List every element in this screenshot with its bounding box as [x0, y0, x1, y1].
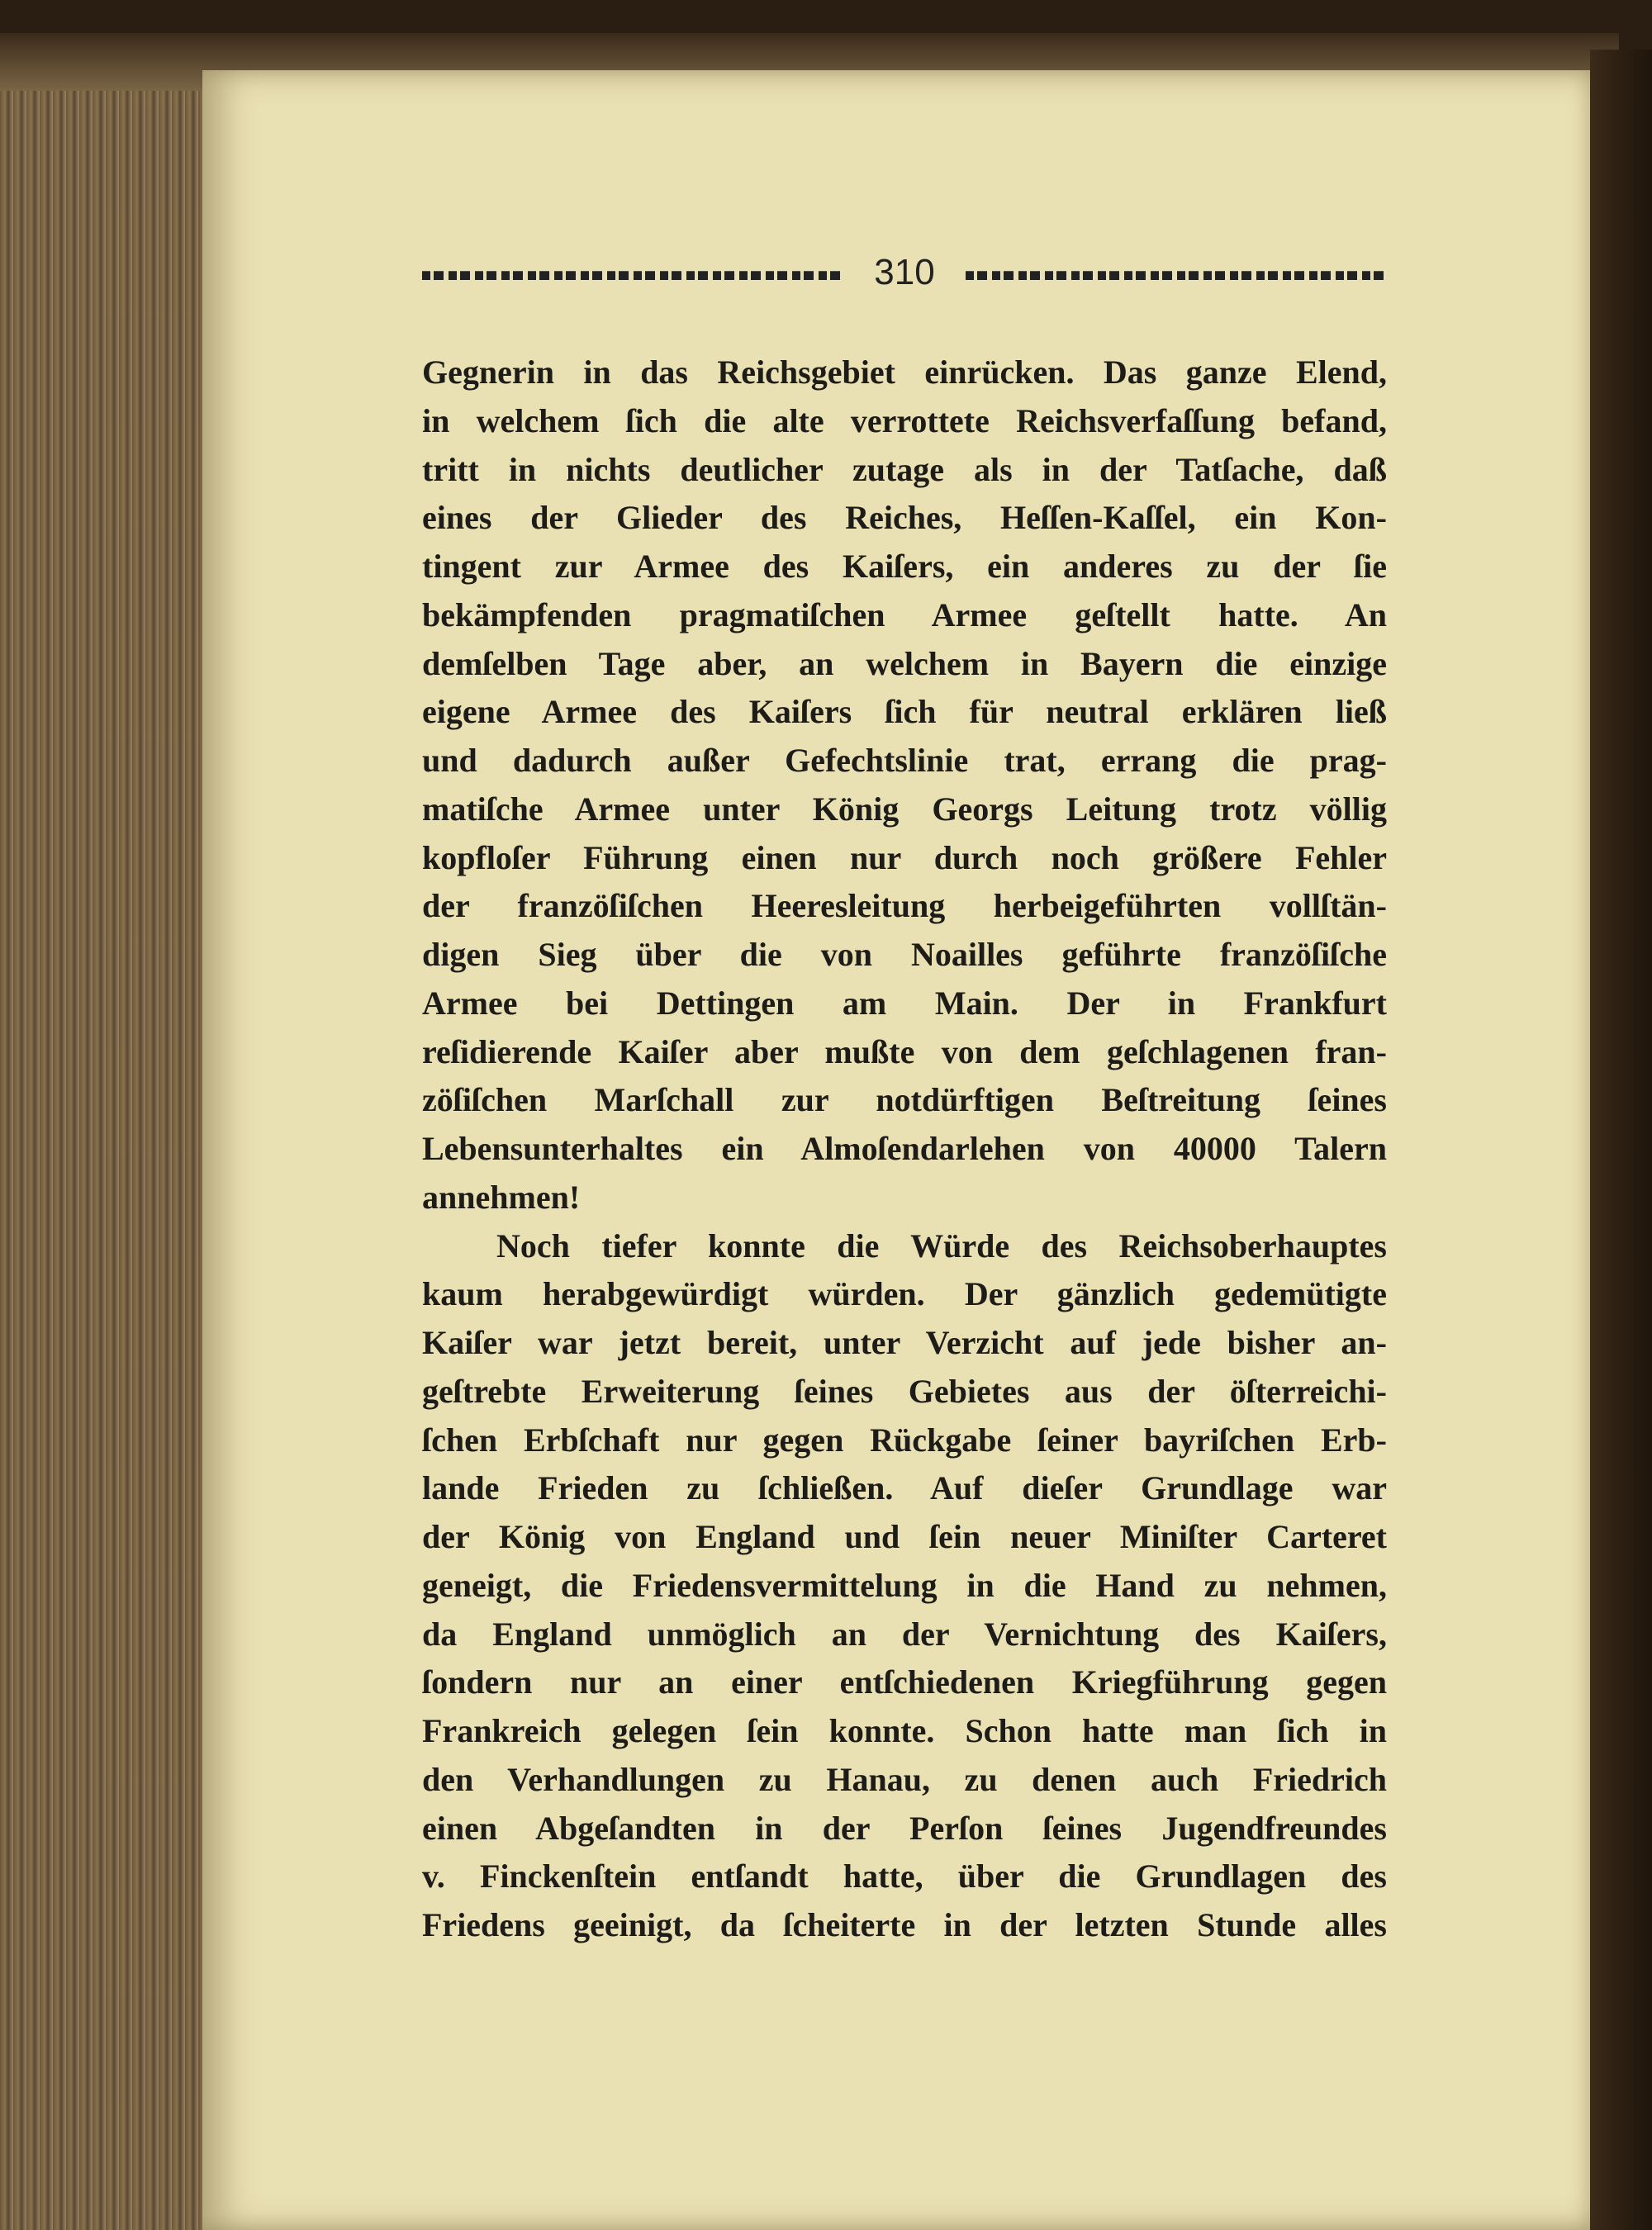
text-line: reſidierende Kaiſer aber mußte von dem geſchlagenen fran- [422, 1032, 1387, 1070]
text-line: kaum herabgewürdigt würden. Der gänzlich gedemütigte [422, 1275, 1387, 1313]
text-line: v. Finckenſtein entſandt hatte, über die Grundlagen des [422, 1858, 1387, 1896]
text-line: Friedens geeinigt, da ſcheiterte in der letzten Stunde alles [422, 1906, 1387, 1943]
text-line: kopfloſer Führung einen nur durch noch größere Fehler [422, 838, 1387, 876]
book-right-edge [1590, 50, 1652, 2230]
header-ornament-left [422, 265, 843, 280]
page-header [422, 248, 1387, 297]
text-line: der franzöſiſchen Heeresleitung herbeigeführten vollſtän- [422, 887, 1387, 925]
text-line: in welchem ſich die alte verrottete Reichsverfaſſung befand, [422, 401, 1387, 439]
text-line: zöſiſchen Marſchall zur notdürftigen Beſtreitung ſeines [422, 1081, 1387, 1119]
text-line: Kaiſer war jetzt bereit, unter Verzicht auf jede bisher an- [422, 1324, 1387, 1361]
header-ornament-right [966, 265, 1387, 280]
page-number: 310 [874, 252, 935, 292]
text-line: einen Abgeſandten in der Perſon ſeines Jugendfreundes [422, 1809, 1387, 1847]
text-line: demſelben Tage aber, an welchem in Bayern die einzige [422, 644, 1387, 682]
text-line: eines der Glieder des Reiches, Heſſen-Kaſſel, ein Kon- [422, 499, 1387, 537]
text-line: Armee bei Dettingen am Main. Der in Frankfurt [422, 984, 1387, 1022]
text-line: digen Sieg über die von Noailles geführte franzöſiſche [422, 936, 1387, 973]
text-line: lande Frieden zu ſchließen. Auf dieſer Grundlage war [422, 1469, 1387, 1507]
text-line: tingent zur Armee des Kaiſers, ein anderes zu der ſie [422, 548, 1387, 585]
text-line: annehmen! [422, 1178, 581, 1216]
text-line: der König von England und ſein neuer Miniſter Carteret [422, 1518, 1387, 1555]
text-line: Gegnerin in das Reichsgebiet einrücken. Das ganze Elend, [422, 353, 1387, 391]
text-line: den Verhandlungen zu Hanau, zu denen auch Friedrich [422, 1760, 1387, 1798]
text-line: Frankreich gelegen ſein konnte. Schon hatte man ſich in [422, 1712, 1387, 1749]
text-line: geneigt, die Friedensvermittelung in die Hand zu nehmen, [422, 1566, 1387, 1604]
text-line: da England unmöglich an der Vernichtung des Kaiſers, [422, 1615, 1387, 1653]
text-line: geſtrebte Erweiterung ſeines Gebietes aus der öſterreichi- [422, 1372, 1387, 1410]
text-line: ſchen Erbſchaft nur gegen Rückgabe ſeiner bayriſchen Erb- [422, 1421, 1387, 1459]
text-line: und dadurch außer Gefechtslinie trat, errang die prag- [422, 742, 1387, 779]
text-line: tritt in nichts deutlicher zutage als in der Tatſache, daß [422, 450, 1387, 488]
text-line: matiſche Armee unter König Georgs Leitung trotz völlig [422, 790, 1387, 828]
text-line: ſondern nur an einer entſchiedenen Kriegführung gegen [422, 1663, 1387, 1701]
text-line: bekämpfenden pragmatiſchen Armee geſtellt hatte. An [422, 595, 1387, 633]
text-line: eigene Armee des Kaiſers ſich für neutral erklären ließ [422, 693, 1387, 731]
page-stack-edge [0, 33, 215, 2230]
text-line: Lebensunterhaltes ein Almoſendarlehen von 40000 Talern [422, 1130, 1387, 1167]
text-line: Noch tiefer konnte die Würde des Reichsoberhauptes [496, 1226, 1387, 1264]
